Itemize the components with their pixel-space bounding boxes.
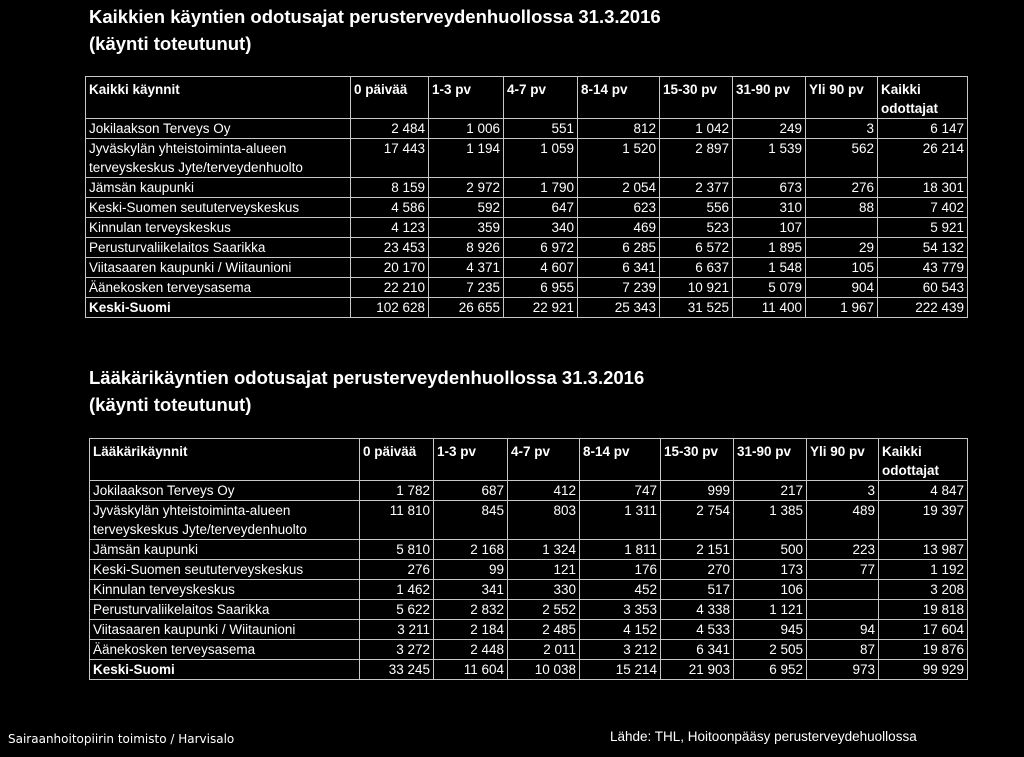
- column-header: 0 päivää: [360, 439, 434, 481]
- all-visits-table: [85, 76, 968, 318]
- column-header: 4-7 pv: [508, 439, 580, 481]
- table-cell: 812: [578, 119, 660, 139]
- table-cell: 3: [806, 119, 878, 139]
- column-header: 4-7 pv: [504, 77, 578, 119]
- table-cell: 2 972: [429, 178, 504, 198]
- table-cell: 8 159: [351, 178, 429, 198]
- table-cell: 4 533: [661, 620, 734, 640]
- table-cell: 26 214: [878, 139, 968, 178]
- table-cell: 11 400: [733, 298, 806, 318]
- table-cell: 1 121: [734, 600, 807, 620]
- table-cell: 469: [578, 218, 660, 238]
- table-cell: 99 929: [879, 660, 968, 680]
- table-cell: 2 184: [434, 620, 508, 640]
- table-cell: 11 810: [360, 501, 434, 540]
- table-cell: 1 059: [504, 139, 578, 178]
- table-cell: 4 847: [879, 481, 968, 501]
- table-cell: 1 192: [879, 560, 968, 580]
- table-cell: 217: [734, 481, 807, 501]
- table-cell: 17 604: [879, 620, 968, 640]
- row-label: Kinnulan terveyskeskus: [90, 580, 360, 600]
- table-cell: 3 211: [360, 620, 434, 640]
- table-cell: 87: [807, 640, 879, 660]
- table-cell: 6 572: [660, 238, 733, 258]
- column-header: 0 päivää: [351, 77, 429, 119]
- table-cell: 551: [504, 119, 578, 139]
- table-cell: 13 987: [879, 540, 968, 560]
- table-cell: 845: [434, 501, 508, 540]
- table-cell: 5 810: [360, 540, 434, 560]
- table-cell: 1 520: [578, 139, 660, 178]
- table-row: [90, 600, 968, 620]
- table-cell: 310: [733, 198, 806, 218]
- table-cell: 330: [508, 580, 580, 600]
- table-cell: 8 926: [429, 238, 504, 258]
- table-cell: 31 525: [660, 298, 733, 318]
- column-header: 1-3 pv: [434, 439, 508, 481]
- table-cell: 523: [660, 218, 733, 238]
- table-cell: 54 132: [878, 238, 968, 258]
- table-cell: 556: [660, 198, 733, 218]
- row-label: Jokilaakson Terveys Oy: [90, 481, 360, 501]
- table-cell: 592: [429, 198, 504, 218]
- table-cell: 2 011: [508, 640, 580, 660]
- table-row: [86, 119, 968, 139]
- table-cell: 276: [360, 560, 434, 580]
- table-cell: 4 123: [351, 218, 429, 238]
- row-label: Perusturvaliikelaitos Saarikka: [90, 600, 360, 620]
- table-cell: 2 897: [660, 139, 733, 178]
- table-cell: 22 921: [504, 298, 578, 318]
- table-row: [86, 198, 968, 218]
- table-cell: 4 152: [580, 620, 661, 640]
- table-cell: 222 439: [878, 298, 968, 318]
- table-cell: 340: [504, 218, 578, 238]
- section2-title-line2: (käynti toteutunut): [89, 394, 252, 415]
- table-row: [90, 580, 968, 600]
- column-header-unit: Lääkärikäynnit: [90, 439, 360, 481]
- table-cell: 2 151: [661, 540, 734, 560]
- table-cell: 88: [806, 198, 878, 218]
- table-row: [86, 238, 968, 258]
- table-row: [90, 560, 968, 580]
- table-cell: [807, 580, 879, 600]
- row-label: Kinnulan terveyskeskus: [86, 218, 351, 238]
- table-cell: 562: [806, 139, 878, 178]
- table-cell: 500: [734, 540, 807, 560]
- table-row: [86, 139, 968, 178]
- column-header: 8-14 pv: [578, 77, 660, 119]
- table-cell: 1 006: [429, 119, 504, 139]
- table-cell: 489: [807, 501, 879, 540]
- column-header: 15-30 pv: [661, 439, 734, 481]
- table-cell: 223: [807, 540, 879, 560]
- table-cell: 18 301: [878, 178, 968, 198]
- table-cell: 1 462: [360, 580, 434, 600]
- table-cell: 33 245: [360, 660, 434, 680]
- table-cell: 6 341: [578, 258, 660, 278]
- table-cell: 4 607: [504, 258, 578, 278]
- table-cell: 1 042: [660, 119, 733, 139]
- table-cell: 2 484: [351, 119, 429, 139]
- table-cell: 102 628: [351, 298, 429, 318]
- table-row: [86, 278, 968, 298]
- row-label: Perusturvaliikelaitos Saarikka: [86, 238, 351, 258]
- table-cell: 1 539: [733, 139, 806, 178]
- table-cell: 105: [806, 258, 878, 278]
- table-cell: 176: [580, 560, 661, 580]
- table-cell: 1 385: [734, 501, 807, 540]
- table-cell: 19 818: [879, 600, 968, 620]
- table-cell: 25 343: [578, 298, 660, 318]
- table-cell: 10 921: [660, 278, 733, 298]
- table-cell: 2 485: [508, 620, 580, 640]
- table-cell: 6 952: [734, 660, 807, 680]
- table-cell: 11 604: [434, 660, 508, 680]
- table-cell: 999: [661, 481, 734, 501]
- table-cell: 249: [733, 119, 806, 139]
- table-row: [90, 540, 968, 560]
- table-cell: 687: [434, 481, 508, 501]
- table-cell: 19 397: [879, 501, 968, 540]
- table-cell: 3 353: [580, 600, 661, 620]
- table-cell: 7 235: [429, 278, 504, 298]
- table-cell: 6 341: [661, 640, 734, 660]
- table-cell: 4 371: [429, 258, 504, 278]
- row-label: Jokilaakson Terveys Oy: [86, 119, 351, 139]
- table-cell: 6 147: [878, 119, 968, 139]
- table-cell: 2 754: [661, 501, 734, 540]
- table-cell: 647: [504, 198, 578, 218]
- doctor-visits-table: [89, 438, 968, 680]
- section1-title-line1: Kaikkien käyntien odotusajat perusterveydenhuollossa 31.3.2016: [89, 6, 661, 27]
- row-label: Äänekosken terveysasema: [90, 640, 360, 660]
- row-label: Äänekosken terveysasema: [86, 278, 351, 298]
- column-header: Yli 90 pv: [807, 439, 879, 481]
- table-cell: 173: [734, 560, 807, 580]
- table-cell: 276: [806, 178, 878, 198]
- column-header: 31-90 pv: [734, 439, 807, 481]
- row-label: Viitasaaren kaupunki / Wiitaunioni: [90, 620, 360, 640]
- table-cell: 19 876: [879, 640, 968, 660]
- table-cell: 3: [807, 481, 879, 501]
- row-label: Keski-Suomen seututerveyskeskus: [90, 560, 360, 580]
- row-label: Jämsän kaupunki: [90, 540, 360, 560]
- table-cell: 412: [508, 481, 580, 501]
- table-cell: 23 453: [351, 238, 429, 258]
- table-cell: 3 272: [360, 640, 434, 660]
- table-cell: 94: [807, 620, 879, 640]
- column-header: 1-3 pv: [429, 77, 504, 119]
- column-header: Kaikki odottajat: [878, 77, 968, 119]
- table-row: [86, 258, 968, 278]
- row-label: Keski-Suomen seututerveyskeskus: [86, 198, 351, 218]
- column-header-unit: Kaikki käynnit: [86, 77, 351, 119]
- table-cell: 10 038: [508, 660, 580, 680]
- table-cell: 20 170: [351, 258, 429, 278]
- footer-author: Sairaanhoitopiirin toimisto / Harvisalo: [8, 732, 235, 746]
- table-cell: [807, 600, 879, 620]
- section1-title: [89, 3, 661, 57]
- column-header: Kaikki odottajat: [879, 439, 968, 481]
- table-cell: 1 324: [508, 540, 580, 560]
- table-cell: 17 443: [351, 139, 429, 178]
- table-cell: 359: [429, 218, 504, 238]
- row-label: Keski-Suomi: [90, 660, 360, 680]
- table-cell: 5 079: [733, 278, 806, 298]
- table-cell: 1 967: [806, 298, 878, 318]
- table-cell: 6 972: [504, 238, 578, 258]
- table-cell: 3 212: [580, 640, 661, 660]
- table-cell: 1 311: [580, 501, 661, 540]
- table-cell: 803: [508, 501, 580, 540]
- table-cell: 77: [807, 560, 879, 580]
- row-label: Jämsän kaupunki: [86, 178, 351, 198]
- table-row: [90, 620, 968, 640]
- table-cell: 517: [661, 580, 734, 600]
- column-header: 8-14 pv: [580, 439, 661, 481]
- table-cell: 99: [434, 560, 508, 580]
- table-cell: 4 338: [661, 600, 734, 620]
- table-cell: 2 377: [660, 178, 733, 198]
- section2-title-line1: Lääkärikäyntien odotusajat perusterveydenhuollossa 31.3.2016: [89, 367, 645, 388]
- table-cell: 1 811: [580, 540, 661, 560]
- section1-title-line2: (käynti toteutunut): [89, 33, 252, 54]
- table-row: [90, 501, 968, 540]
- table-cell: 945: [734, 620, 807, 640]
- table-cell: 1 782: [360, 481, 434, 501]
- row-label: Viitasaaren kaupunki / Wiitaunioni: [86, 258, 351, 278]
- table-cell: 2 832: [434, 600, 508, 620]
- table-cell: 106: [734, 580, 807, 600]
- table-cell: 623: [578, 198, 660, 218]
- table-cell: 60 543: [878, 278, 968, 298]
- table-cell: 1 895: [733, 238, 806, 258]
- table-cell: 15 214: [580, 660, 661, 680]
- total-row: [86, 298, 968, 318]
- table-row: [90, 481, 968, 501]
- table-cell: 6 955: [504, 278, 578, 298]
- row-label: Jyväskylän yhteistoiminta-alueen terveyskeskus Jyte/terveydenhuolto: [90, 501, 360, 540]
- table-cell: 4 586: [351, 198, 429, 218]
- table-cell: 341: [434, 580, 508, 600]
- column-header: 15-30 pv: [660, 77, 733, 119]
- table-row: [90, 640, 968, 660]
- table-cell: 2 168: [434, 540, 508, 560]
- table-cell: 107: [733, 218, 806, 238]
- table-cell: 43 779: [878, 258, 968, 278]
- table-cell: 270: [661, 560, 734, 580]
- table-cell: 5 622: [360, 600, 434, 620]
- table-cell: [806, 218, 878, 238]
- table-row: [86, 178, 968, 198]
- column-header: 31-90 pv: [733, 77, 806, 119]
- table-cell: 29: [806, 238, 878, 258]
- row-label: Keski-Suomi: [86, 298, 351, 318]
- table-cell: 973: [807, 660, 879, 680]
- table-cell: 747: [580, 481, 661, 501]
- total-row: [90, 660, 968, 680]
- table-cell: 3 208: [879, 580, 968, 600]
- table-row: [86, 218, 968, 238]
- table-cell: 673: [733, 178, 806, 198]
- table-cell: 2 054: [578, 178, 660, 198]
- table-cell: 21 903: [661, 660, 734, 680]
- table-cell: 904: [806, 278, 878, 298]
- table-cell: 2 448: [434, 640, 508, 660]
- column-header: Yli 90 pv: [806, 77, 878, 119]
- footer-source: Lähde: THL, Hoitoonpääsy perusterveydehuollossa: [610, 729, 917, 744]
- row-label: Jyväskylän yhteistoiminta-alueen terveyskeskus Jyte/terveydenhuolto: [86, 139, 351, 178]
- table-cell: 5 921: [878, 218, 968, 238]
- section2-title: [89, 364, 644, 418]
- table-cell: 22 210: [351, 278, 429, 298]
- table-cell: 7 239: [578, 278, 660, 298]
- table-cell: 2 552: [508, 600, 580, 620]
- table-cell: 7 402: [878, 198, 968, 218]
- table-cell: 452: [580, 580, 661, 600]
- header-row: [86, 77, 968, 119]
- table-cell: 121: [508, 560, 580, 580]
- table-cell: 2 505: [734, 640, 807, 660]
- table-cell: 6 637: [660, 258, 733, 278]
- header-row: [90, 439, 968, 481]
- table-cell: 1 194: [429, 139, 504, 178]
- table-cell: 6 285: [578, 238, 660, 258]
- table-cell: 26 655: [429, 298, 504, 318]
- table-cell: 1 548: [733, 258, 806, 278]
- table-cell: 1 790: [504, 178, 578, 198]
